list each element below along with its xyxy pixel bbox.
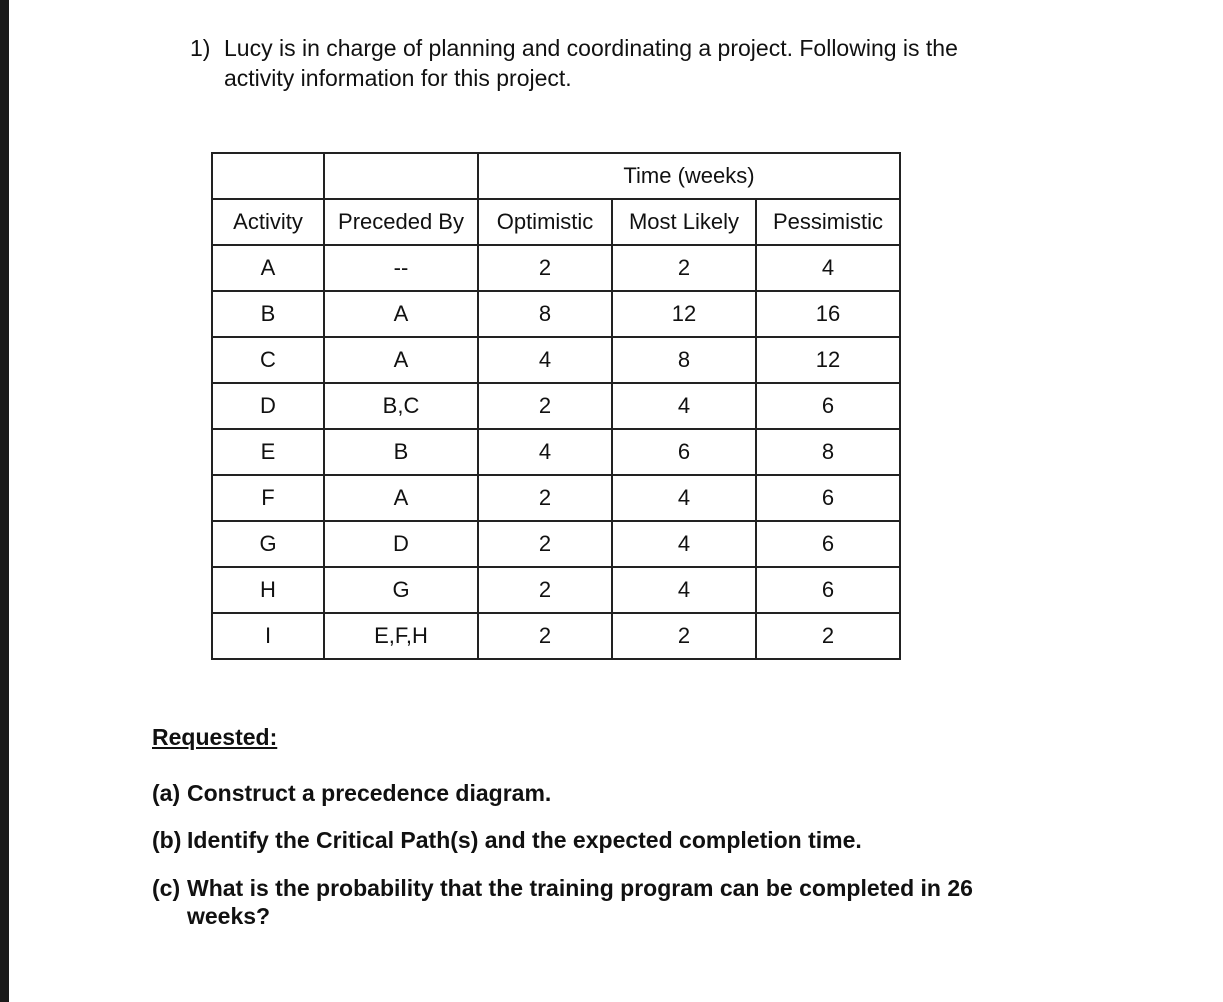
cell-pessimistic: 12 xyxy=(756,337,900,383)
cell-most-likely: 2 xyxy=(612,613,756,659)
cell-optimistic: 2 xyxy=(478,475,612,521)
activity-table xyxy=(211,152,901,660)
question-1 xyxy=(190,33,1030,93)
requested-item-label: (b) xyxy=(152,827,182,853)
cell-activity: G xyxy=(212,521,324,567)
requested-item-c xyxy=(152,874,1032,930)
cell-activity: B xyxy=(212,291,324,337)
cell-pessimistic: 4 xyxy=(756,245,900,291)
cell-pessimistic: 16 xyxy=(756,291,900,337)
requested-heading: Requested: xyxy=(152,724,278,750)
cell-optimistic: 4 xyxy=(478,337,612,383)
question-number: 1) xyxy=(190,35,211,61)
cell-preceded-by: A xyxy=(324,475,478,521)
header-preceded-by: Preceded By xyxy=(324,199,478,245)
cell-pessimistic: 6 xyxy=(756,567,900,613)
header-pessimistic: Pessimistic xyxy=(756,199,900,245)
table-row xyxy=(212,245,900,291)
header-empty-preceded xyxy=(324,153,478,199)
table-row xyxy=(212,429,900,475)
header-activity: Activity xyxy=(212,199,324,245)
requested-item-text: What is the probability that the training program can be completed in 26 weeks? xyxy=(187,875,973,929)
cell-optimistic: 4 xyxy=(478,429,612,475)
cell-most-likely: 12 xyxy=(612,291,756,337)
cell-activity: F xyxy=(212,475,324,521)
cell-activity: H xyxy=(212,567,324,613)
cell-most-likely: 4 xyxy=(612,567,756,613)
cell-preceded-by: G xyxy=(324,567,478,613)
cell-most-likely: 4 xyxy=(612,383,756,429)
question-text: Lucy is in charge of planning and coordinating a project. Following is the activity information for this project. xyxy=(224,35,958,91)
header-optimistic: Optimistic xyxy=(478,199,612,245)
requested-item-text: Construct a precedence diagram. xyxy=(187,780,552,806)
table-row xyxy=(212,521,900,567)
cell-most-likely: 8 xyxy=(612,337,756,383)
table-header-row xyxy=(212,199,900,245)
cell-activity: E xyxy=(212,429,324,475)
cell-pessimistic: 2 xyxy=(756,613,900,659)
header-most-likely: Most Likely xyxy=(612,199,756,245)
cell-optimistic: 2 xyxy=(478,383,612,429)
requested-item-b xyxy=(152,826,1032,854)
cell-activity: A xyxy=(212,245,324,291)
requested-item-a xyxy=(152,779,1032,807)
header-time-weeks: Time (weeks) xyxy=(478,153,900,199)
cell-most-likely: 4 xyxy=(612,475,756,521)
cell-activity: C xyxy=(212,337,324,383)
requested-item-label: (a) xyxy=(152,780,181,806)
cell-pessimistic: 8 xyxy=(756,429,900,475)
requested-item-text: Identify the Critical Path(s) and the expected completion time. xyxy=(187,827,862,853)
table-row xyxy=(212,291,900,337)
table-row xyxy=(212,337,900,383)
cell-optimistic: 2 xyxy=(478,245,612,291)
cell-most-likely: 4 xyxy=(612,521,756,567)
cell-pessimistic: 6 xyxy=(756,383,900,429)
cell-optimistic: 2 xyxy=(478,613,612,659)
cell-most-likely: 6 xyxy=(612,429,756,475)
table-header-row-time xyxy=(212,153,900,199)
table-row xyxy=(212,475,900,521)
cell-preceded-by: A xyxy=(324,291,478,337)
cell-preceded-by: B,C xyxy=(324,383,478,429)
table-row xyxy=(212,613,900,659)
cell-activity: I xyxy=(212,613,324,659)
cell-pessimistic: 6 xyxy=(756,475,900,521)
table-row xyxy=(212,567,900,613)
cell-preceded-by: E,F,H xyxy=(324,613,478,659)
cell-most-likely: 2 xyxy=(612,245,756,291)
cell-optimistic: 2 xyxy=(478,567,612,613)
cell-preceded-by: B xyxy=(324,429,478,475)
header-empty-activity xyxy=(212,153,324,199)
cell-optimistic: 8 xyxy=(478,291,612,337)
cell-activity: D xyxy=(212,383,324,429)
cell-pessimistic: 6 xyxy=(756,521,900,567)
cell-optimistic: 2 xyxy=(478,521,612,567)
cell-preceded-by: D xyxy=(324,521,478,567)
left-edge-bar xyxy=(0,0,9,1002)
table-row xyxy=(212,383,900,429)
cell-preceded-by: -- xyxy=(324,245,478,291)
requested-item-label: (c) xyxy=(152,875,181,901)
cell-preceded-by: A xyxy=(324,337,478,383)
